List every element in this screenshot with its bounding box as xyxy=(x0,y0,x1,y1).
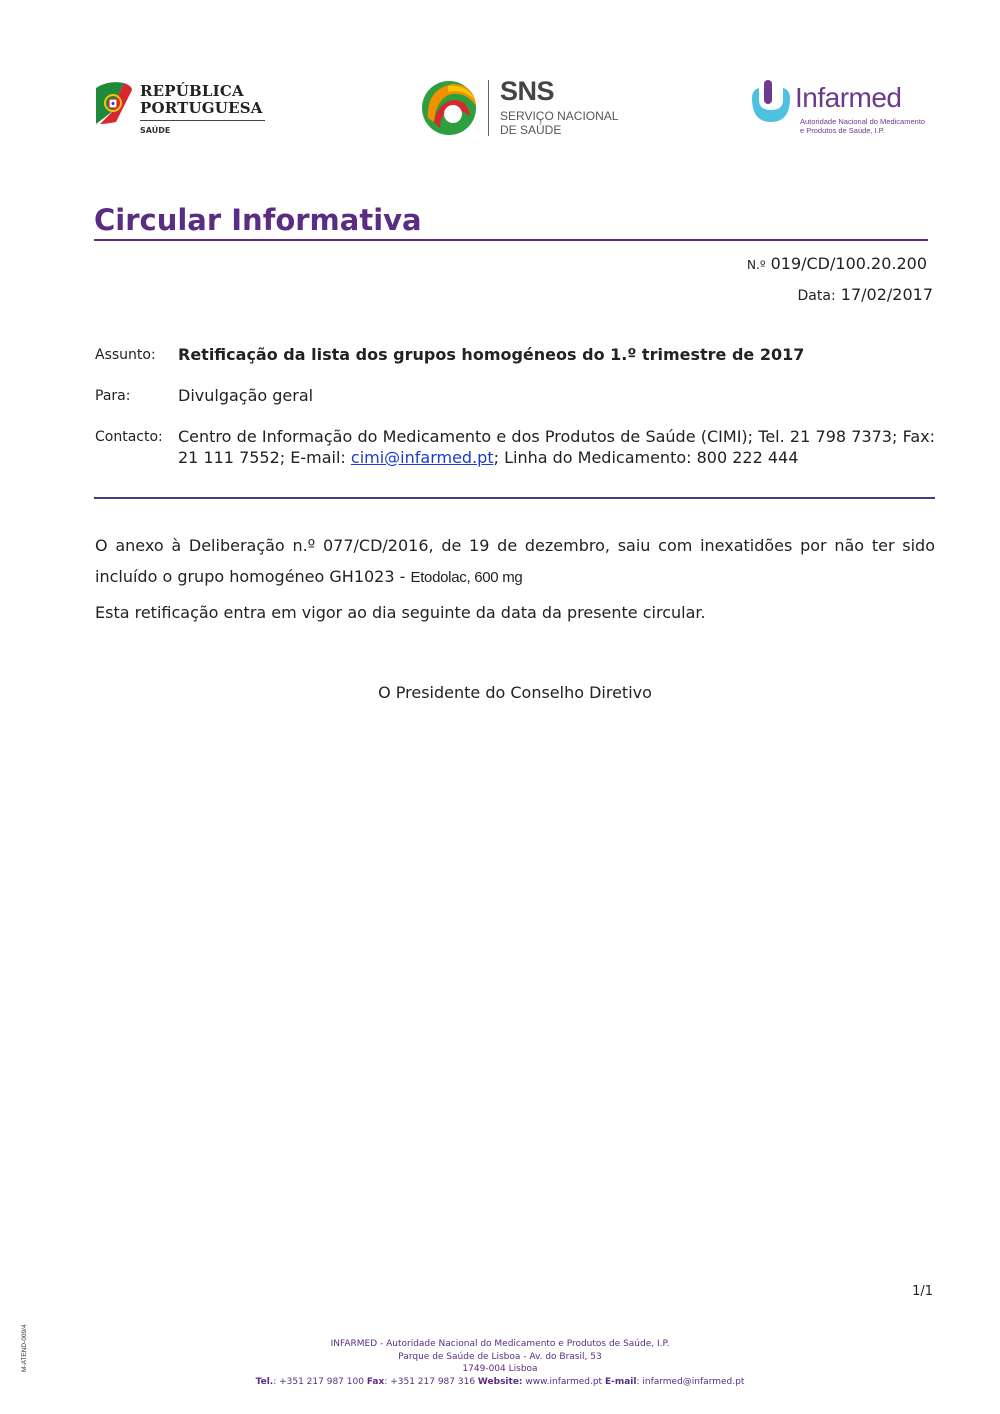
meta-divider xyxy=(94,497,935,499)
sns-swirl-icon xyxy=(420,78,480,138)
recipient-label: Para: xyxy=(95,388,131,404)
infarmed-subtitle-line2: e Produtos de Saúde, I.P. xyxy=(800,126,885,135)
infarmed-subtitle-line1: Autoridade Nacional do Medicamento xyxy=(800,117,926,126)
sns-subtitle-line1: SERVIÇO NACIONAL xyxy=(500,109,619,123)
title-divider xyxy=(94,239,928,241)
reference-prefix: N.º xyxy=(747,258,766,272)
sns-subtitle-line2: DE SAÚDE xyxy=(500,123,562,137)
contact-value xyxy=(178,427,935,468)
footer-email-label: E-mail xyxy=(604,1377,637,1387)
subject-label: Assunto: xyxy=(95,347,156,363)
republica-text: REPÚBLICA xyxy=(140,82,244,100)
footer-fax-value: : +351 217 987 316 xyxy=(384,1377,476,1387)
reference-value: 019/CD/100.20.200 xyxy=(770,254,927,273)
footer-fax-label: Fax xyxy=(366,1377,385,1387)
sns-divider xyxy=(488,80,489,136)
document-date xyxy=(798,285,933,304)
footer-email-value[interactable]: : infarmed@infarmed.pt xyxy=(636,1377,745,1387)
contact-text-after: ; Linha do Medicamento: 800 222 444 xyxy=(493,447,799,467)
subject-value: Retificação da lista dos grupos homogéneos do 1.º trimestre de 2017 xyxy=(178,345,805,364)
portuguesa-text: PORTUGUESA xyxy=(140,99,263,117)
date-label: Data: xyxy=(797,288,836,304)
body-paragraph-1 xyxy=(95,530,935,593)
sns-text: SNS xyxy=(500,76,555,106)
footer-line-1: INFARMED - Autoridade Nacional do Medicamento e Produtos de Saúde, I.P. xyxy=(330,1339,670,1349)
reference-number xyxy=(747,254,927,273)
logo-divider xyxy=(140,120,265,121)
form-code: M-ATEND-009/4 xyxy=(21,1324,28,1372)
date-value: 17/02/2017 xyxy=(840,285,933,304)
contact-label: Contacto: xyxy=(95,429,163,445)
contact-text-before: Centro de Informação do Medicamento e dos Produtos de Saúde (CIMI); Tel. 21 798 7373; Fax: 21 111 7552; E-mail: xyxy=(178,427,935,467)
paragraph-1-tail: Etodolac, 600 mg xyxy=(410,569,523,586)
page-title: Circular Informativa xyxy=(94,203,422,237)
saude-text: SAÚDE xyxy=(140,126,171,135)
signature: O Presidente do Conselho Diretivo xyxy=(378,683,652,702)
footer-web-label: Website: xyxy=(477,1377,523,1387)
paragraph-1-main: O anexo à Deliberação n.º 077/CD/2016, de 19 de dezembro, saiu com inexatidões por não ter sido incluído o grupo homogéneo GH1023 - xyxy=(95,536,935,586)
recipient-value: Divulgação geral xyxy=(178,386,314,405)
infarmed-text: Infarmed xyxy=(795,82,902,113)
footer-tel-label: Tel. xyxy=(255,1377,274,1387)
page-number: 1/1 xyxy=(912,1284,933,1299)
contact-email-link[interactable]: cimi@infarmed.pt xyxy=(350,447,494,467)
footer-line-2: Parque de Saúde de Lisboa - Av. do Brasil, 53 xyxy=(398,1352,602,1362)
body-paragraph-2: Esta retificação entra em vigor ao dia seguinte da data da presente circular. xyxy=(95,603,706,622)
logo-republica-portuguesa xyxy=(94,80,269,140)
logo-sns xyxy=(420,76,619,140)
footer-tel-value: : +351 217 987 100 xyxy=(273,1377,364,1387)
infarmed-drop-icon xyxy=(750,80,792,124)
logo-infarmed xyxy=(750,78,930,140)
footer-contacts xyxy=(0,1377,1000,1387)
footer-line-3: 1749-004 Lisboa xyxy=(462,1364,538,1374)
footer-web-value[interactable]: www.infarmed.pt xyxy=(525,1377,603,1387)
portugal-flag-emblem-icon xyxy=(94,80,134,124)
